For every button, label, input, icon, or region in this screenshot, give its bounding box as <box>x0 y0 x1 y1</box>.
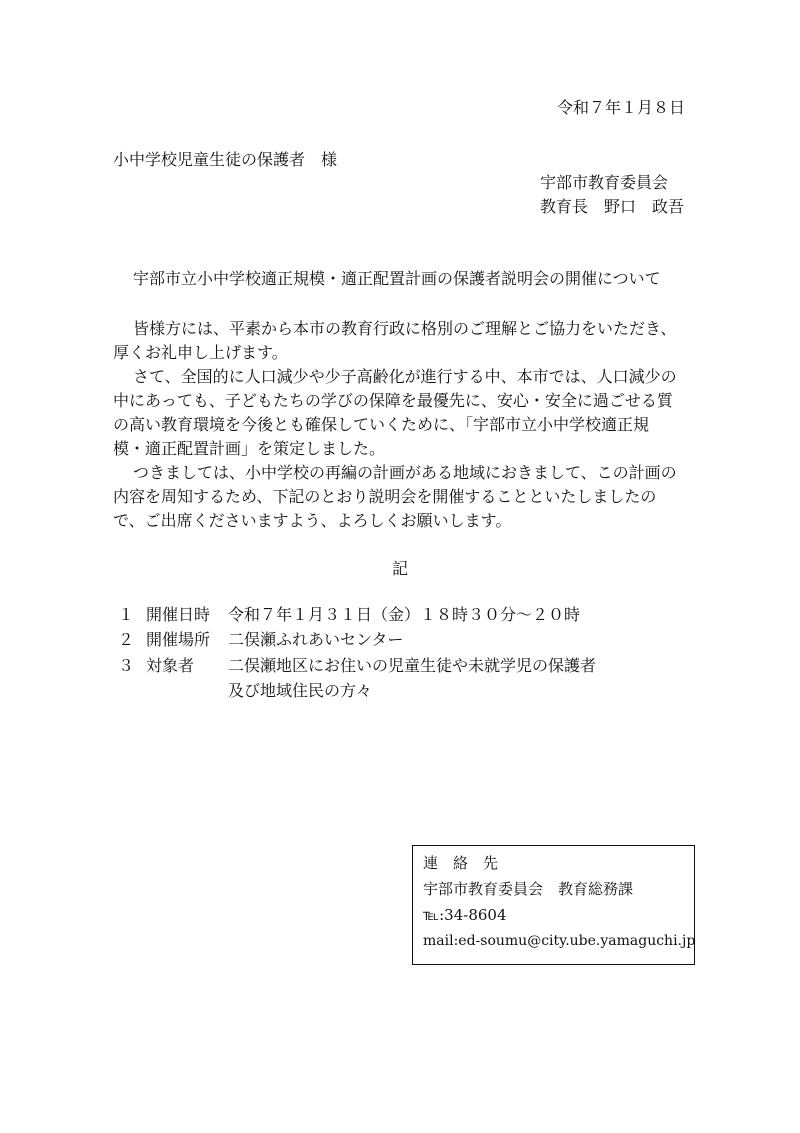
detail-value: 二俣瀬ふれあいセンター <box>228 630 404 649</box>
addressee: 小中学校児童生徒の保護者 様 <box>113 150 338 169</box>
detail-label: 開催日時 <box>146 605 211 624</box>
body-line: さて、全国的に人口減少や少子高齢化が進行する中、本市では、人口減少の <box>133 367 677 386</box>
body-line: つきましては、小中学校の再編の計画がある地域におきまして、この計画の <box>133 463 677 482</box>
contact-telephone: ℡:34-8604 <box>423 906 507 924</box>
letter-date: 令和７年１月８日 <box>556 98 685 117</box>
detail-value: 令和７年１月３１日（金）１８時３０分～２０時 <box>228 605 581 624</box>
detail-number: ２ <box>118 630 135 649</box>
body-line: 中にあっても、子どもたちの学びの保障を最優先に、安心・安全に過ごせる質 <box>113 391 673 410</box>
contact-department: 宇部市教育委員会 教育総務課 <box>423 880 634 898</box>
body-line: 厚くお礼申し上げます。 <box>113 343 288 362</box>
detail-number: ３ <box>118 656 135 675</box>
body-line: 模・適正配置計画」を策定しました。 <box>113 439 386 458</box>
contact-email: mail:ed-soumu@city.ube.yamaguchi.jp <box>423 933 696 949</box>
detail-value-continuation: 及び地域住民の方々 <box>228 681 373 700</box>
body-line: で、ご出席くださいますよう、よろしくお願いします。 <box>113 511 512 530</box>
ki-mark: 記 <box>391 559 408 578</box>
contact-box <box>412 845 695 965</box>
contact-heading: 連 絡 先 <box>423 854 499 872</box>
body-line: 内容を周知するため、下記のとおり説明会を開催することといたしましたの <box>113 487 657 506</box>
sender-organization: 宇部市教育委員会 <box>540 173 669 192</box>
detail-label: 対象者 <box>146 656 195 675</box>
body-line: 皆様方には、平素から本市の教育行政に格別のご理解とご協力をいただき、 <box>133 319 677 338</box>
detail-label: 開催場所 <box>146 630 211 649</box>
document-title: 宇部市立小中学校適正規模・適正配置計画の保護者説明会の開催について <box>133 269 661 288</box>
sender-name: 教育長 野口 政吾 <box>540 197 685 216</box>
detail-number: １ <box>118 605 135 624</box>
body-line: の高い教育環境を今後とも確保していくために、「宇部市立小中学校適正規 <box>113 415 650 434</box>
detail-value: 二俣瀬地区にお住いの児童生徒や未就学児の保護者 <box>228 656 597 675</box>
